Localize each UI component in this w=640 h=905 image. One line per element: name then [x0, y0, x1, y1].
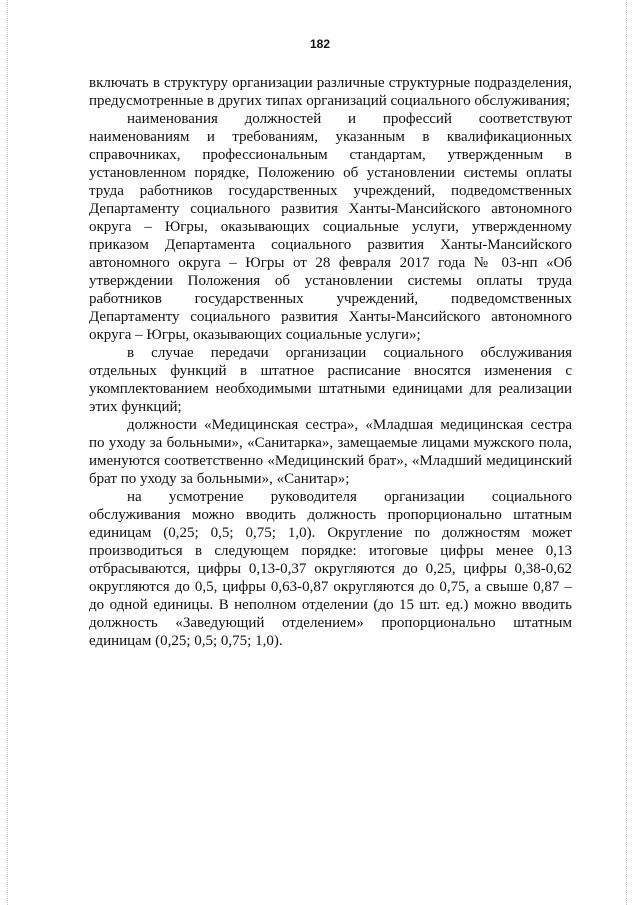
paragraph-male-titles: должности «Медицинская сестра», «Младшая медицинская сестра по уходу за больными», «Санитарка», замещаемые лицами мужского пола, именуются соответственно «Медицинский брат», «Младший медицинский брат по уходу за больными», «Санитар»;	[89, 417, 572, 487]
paragraph-structure: включать в структуру организации различные структурные подразделения, предусмотренные в других типах организаций социального обслуживания;	[89, 75, 572, 109]
scan-edge-right	[626, 0, 627, 905]
paragraph-function-transfer: в случае передачи организации социального обслуживания отдельных функций в штатное расписание вносятся изменения с укомплектованием необходимыми штатными единицами для реализации этих функций;	[89, 345, 572, 415]
document-body	[89, 74, 572, 650]
paragraph-position-names: наименования должностей и профессий соответствуют наименованиям и требованиям, указанным в квалификационных справочниках, профессиональным стандартам, утвержденным в установленном порядке, Положению об установлении системы оплаты труда работников государственных учреждений, подведомственных Департаменту социального развития Ханты-Мансийского автономного округа – Югры, оказывающих социальные услуги, утвержденному приказом Департамента социального развития Ханты-Мансийского автономного округа – Югры от 28 февраля 2017 года № 03-нп «Об утверждении Положения об установлении системы оплаты труда работников государственных учреждений, подведомственных Департаменту социального развития Ханты-Мансийского автономного округа – Югры, оказывающих социальные услуги»;	[89, 111, 572, 343]
scan-edge-left	[7, 0, 8, 905]
paragraph-rounding-rules: на усмотрение руководителя организации социального обслуживания можно вводить должность пропорционально штатным единицам (0,25; 0,5; 0,75; 1,0). Округление по должностям может производиться в следующем порядке: итоговые цифры менее 0,13 отбрасываются, цифры 0,13-0,37 округляются до 0,25, цифры 0,38-0,62 округляются до 0,5, цифры 0,63-0,87 округляются до 0,75, а свыше 0,87 – до одной единицы. В неполном отделении (до 15 шт. ед.) можно вводить должность «Заведующий отделением» пропорционально штатным единицам (0,25; 0,5; 0,75; 1,0).	[89, 489, 572, 649]
page-number: 182	[309, 37, 331, 51]
